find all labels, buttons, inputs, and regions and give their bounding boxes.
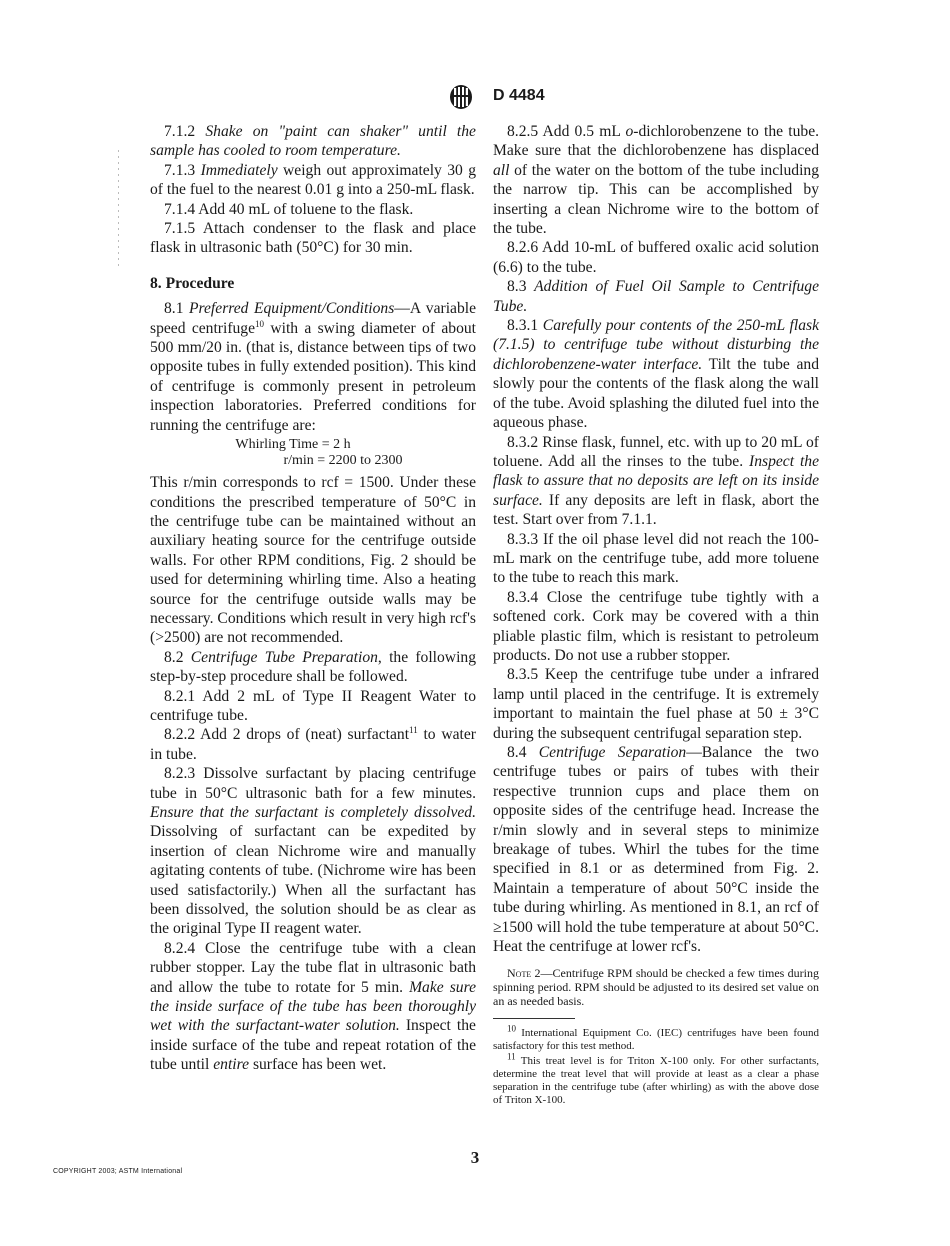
paragraph-8-3: 8.3 Addition of Fuel Oil Sample to Centrifuge Tube. [493,278,820,315]
note-2: Note 2—Centrifuge RPM should be checked a few times during spinning period. RPM should be adjusted to its desired set value on an as needed basis. [493,966,819,1009]
astm-logo-icon [449,84,473,110]
paragraph-8-3-1: 8.3.1 Carefully pour contents of the 250-mL flask (7.1.5) to centrifuge tube without disturbing the dichlorobenzene-water interface. Tilt the tube and slowly pour the contents of the flask along the wall of the tube. Avoid splashing the diluted fuel into the aqueous phase. [493,317,820,432]
paragraph-8-2-4: 8.2.4 Close the centrifuge tube with a clean rubber stopper. Lay the tube flat in ultrasonic bath and allow the tube to rotate for 5 min. Make sure the inside surface of the tube has been thoroughly wet with the surfactant-water solution. Inspect the inside surface of the tube and repeat rotation of the tube until entire surface has been wet. [150,939,476,1074]
paragraph-7-1-3: 7.1.3 Immediately weigh out approximately 30 g of the fuel to the nearest 0.01 g into a 250-mL flask. [150,161,476,199]
paragraph-8-3-2: 8.3.2 Rinse flask, funnel, etc. with up to 20 mL of toluene. Add all the rinses to the tube. Inspect the flask to assure that no deposits are left on its inside surface. If any deposits are left in flask, abort the test. Start over from 7.1.1. [493,433,820,529]
paragraph-8-1-continued: This r/min corresponds to rcf = 1500. Under these conditions the prescribed temperature of 50°C in the centrifuge tube can be maintained without an auxiliary heating source for the centrifuge outside walls. For other RPM conditions, Fig. 2 should be used for determining whirling time. Also a heating source for the centrifuge outside walls may be necessary. Conditions which result in very high rcf's (>2500) are not recommended. [150,474,476,647]
paragraph-7-1-2: 7.1.2 Shake on "paint can shaker" until the sample has cooled to room temperature. [150,123,476,160]
section-heading-procedure: 8. Procedure [150,274,235,292]
paragraph-8-3-5: 8.3.5 Keep the centrifuge tube under a infrared lamp until placed in the centrifuge. It is extremely important to maintain the fuel phase at 50 ± 3°C during the subsequent centrifugal separation step. [493,666,819,742]
paragraph-8-2-2: 8.2.2 Add 2 drops of (neat) surfactant$^{11}$ to water in tube. [150,725,476,763]
paragraph-7-1-4: 7.1.4 Add 40 mL of toluene to the flask. [164,200,414,218]
scan-artifact-icon [117,150,120,270]
paragraph-8-2-1: 8.2.1 Add 2 mL of Type II Reagent Water to centrifuge tube. [150,687,476,724]
paragraph-8-3-4: 8.3.4 Close the centrifuge tube tightly with a softened cork. Cork may be covered with a thin pliable plastic film, which is resistant to petroleum products. Do not use a rubber stopper. [493,588,819,664]
centrifuge-conditions-formula [150,437,476,469]
paragraph-8-4: 8.4 Centrifuge Separation—Balance the two centrifuge tubes or pairs of tubes with their respective trunnion cups and place them on opposite sides of the centrifuge head. Increase the r/min slowly and in several steps to minimize breakage of tubes. Whirl the tubes for the time specified in 8.1 or as determined from Fig. 2. Maintain a temperature of about 50°C inside the tube during whirling. As mentioned in 8.1, an rcf of ≥1500 will hold the tube temperature at about 50°C. Heat the centrifuge at lower rcf's. [493,744,819,956]
page-header [0,84,950,114]
paragraph-7-1-5: 7.1.5 Attach condenser to the flask and place flask in ultrasonic bath (50°C) for 30 min. [150,220,476,257]
formula-line: Whirling Time = 2 h [235,437,351,453]
right-column [493,122,819,1109]
formula-line: r/min = 2200 to 2300 [283,453,403,469]
page-number: 3 [470,1148,480,1167]
paragraph-8-2-5: 8.2.5 Add 0.5 mL o-dichlorobenzene to the tube. Make sure that the dichlorobenzene has displaced all of the water on the bottom of the tube including the narrow tip. This can be accomplished by inserting a clean Nichrome wire to the bottom of the tube. [493,123,820,238]
footnote-divider [493,1018,575,1019]
footnote-11: $^{11}$ This treat level is for Triton X-100 only. For other surfactants, determine the treat level that will provide at least as a clear a phase separation in the centrifuge tube (after whirling) as with the above dose of Triton X-100. [493,1051,819,1107]
paragraph-8-1: 8.1 Preferred Equipment/Conditions—A variable speed centrifuge$^{10}$ with a swing diameter of about 500 mm/20 in. (that is, distance between tips of two opposite tubes in fully extended position). This kind of centrifuge is commonly present in petroleum inspection laboratories. Preferred conditions for running the centrifuge are: [150,300,476,434]
standard-designation: D 4484 [493,87,545,104]
paragraph-8-2: 8.2 Centrifuge Tube Preparation, the following step-by-step procedure shall be followed. [150,648,476,686]
left-column [150,122,476,1075]
paragraph-8-2-6: 8.2.6 Add 10-mL of buffered oxalic acid solution (6.6) to the tube. [493,239,819,276]
paragraph-8-2-3: 8.2.3 Dissolve surfactant by placing centrifuge tube in 50°C ultrasonic bath for a few minutes. Ensure that the surfactant is completely dissolved. Dissolving of surfactant can be expedited by insertion of clean Nichrome wire and manually agitating contents of tube. (Nichrome wire has been used satisfactorily.) When all the surfactant has been dissolved, the solution should be as clear as the original Type II reagent water. [150,765,476,938]
paragraph-8-3-3: 8.3.3 If the oil phase level did not reach the 100-mL mark on the centrifuge tube, add more toluene to the tube to reach this mark. [493,530,819,587]
footnote-10: $^{10}$ International Equipment Co. (IEC) centrifuges have been found satisfactory for this test method. [493,1023,819,1053]
copyright-notice: COPYRIGHT 2003; ASTM International [53,1168,183,1175]
